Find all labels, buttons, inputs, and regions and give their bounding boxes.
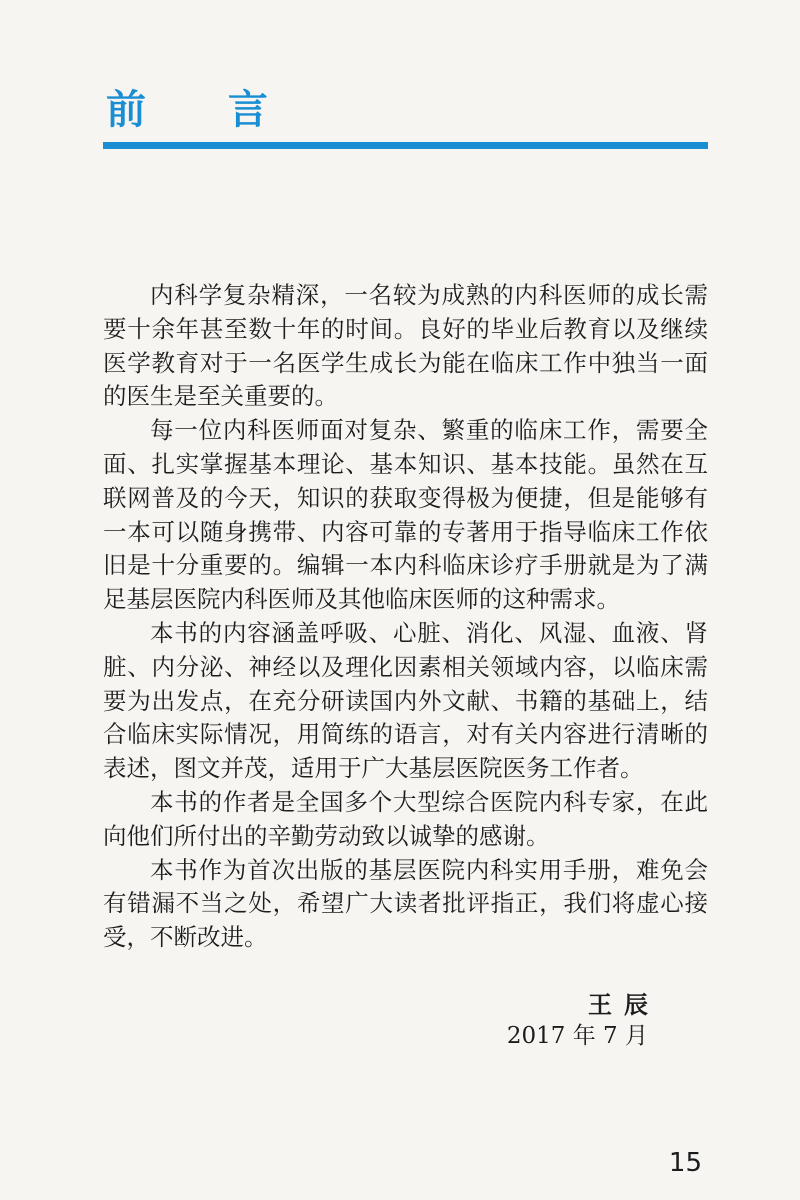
author-signature: 王辰 — [588, 990, 660, 1019]
paragraph-4: 本书的作者是全国多个大型综合医院内科专家，在此向他们所付出的辛勤劳动致以诚挚的感谢。 — [103, 787, 708, 850]
paragraph-3: 本书的内容涵盖呼吸、心脏、消化、风湿、血液、肾脏、内分泌、神经以及理化因素相关领域内容，以临床需要为出发点，在充分研读国内外文献、书籍的基础上，结合临床实际情况，用简练的语言，对有关内容进行清晰的表述，图文并茂，适用于广大基层医院医务工作者。 — [103, 618, 708, 783]
paragraph-2: 每一位内科医师面对复杂、繁重的临床工作，需要全面、扎实掌握基本理论、基本知识、基本技能。虽然在互联网普及的今天，知识的获取变得极为便捷，但是能够有一本可以随身携带、内容可靠的专著用于指导临床工作依旧是十分重要的。编辑一本内科临床诊疗手册就是为了满足基层医院内科医师及其他临床医师的这种需求。 — [103, 416, 708, 614]
paragraph-1: 内科学复杂精深，一名较为成熟的内科医师的成长需要十余年甚至数十年的时间。良好的毕业后教育以及继续医学教育对于一名医学生成长为能在临床工作中独当一面的医生是至关重要的。 — [103, 281, 708, 411]
page-number: 15 — [668, 1148, 702, 1178]
page-title: 前 言 — [106, 87, 302, 133]
title-rule — [103, 142, 708, 149]
signature-date: 2017 年 7 月 — [506, 1023, 648, 1049]
preface-body — [103, 279, 708, 955]
paragraph-5: 本书作为首次出版的基层医院内科实用手册，难免会有错漏不当之处，希望广大读者批评指正，我们将虚心接受，不断改进。 — [103, 855, 708, 952]
